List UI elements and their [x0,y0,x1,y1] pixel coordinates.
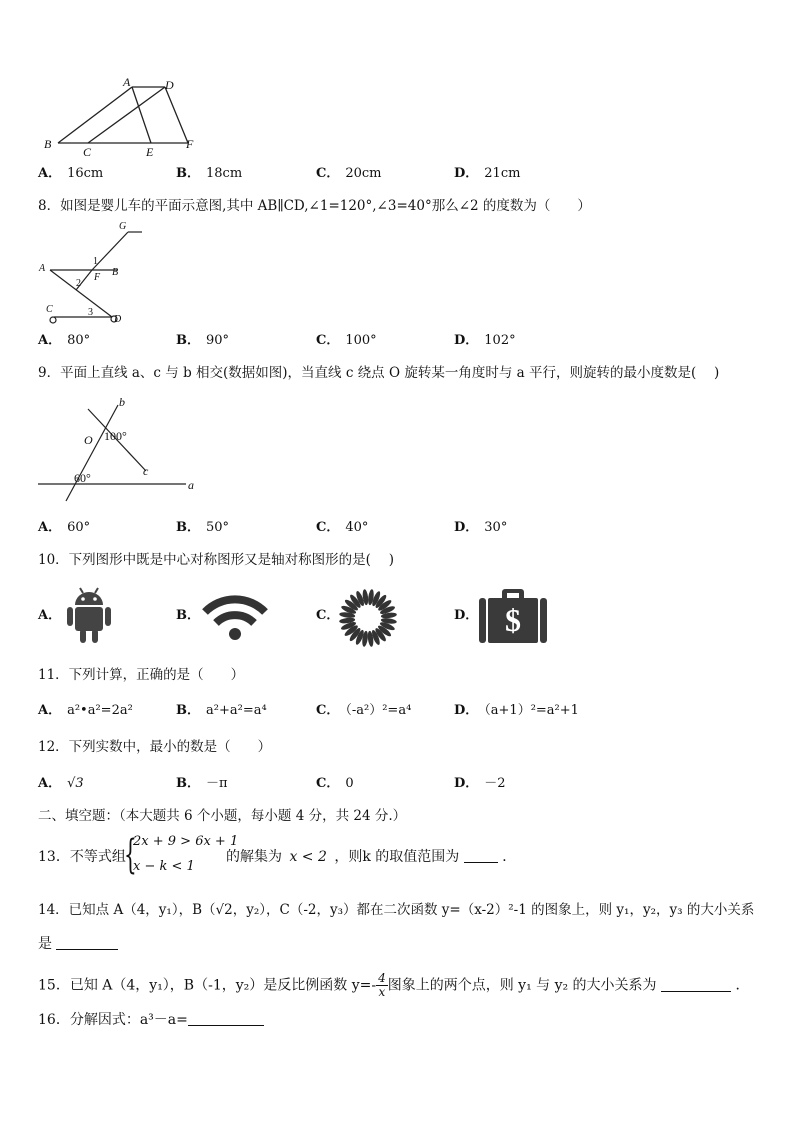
q9-option-a[interactable]: A． 60° [38,520,91,535]
q9-label-O: O [84,433,93,447]
q16-answer-blank[interactable] [188,1011,264,1026]
q7-segment-BA [58,87,132,143]
q11-stem: 11．下列计算，正确的是（ ） [38,667,245,683]
q9-label-60: 60° [74,471,91,485]
q11-option-d[interactable]: D． （a+1）²=a²+1 [454,703,579,718]
q12-option-d[interactable]: D． －2 [454,776,506,791]
q7-segment-DF [165,87,188,143]
q9-label-c: c [143,464,149,478]
q10-option-d[interactable]: D． [454,608,479,623]
android-robot-icon [66,586,112,644]
q9-option-d[interactable]: D． 30° [454,520,508,535]
q9-label-b: b [119,395,125,409]
q11-option-b[interactable]: B． a²+a²=a⁴ [176,703,267,718]
q13-end: ． [502,849,517,865]
q13-condition: x < 2 [289,849,327,865]
q11-option-a[interactable]: A． a²•a²=2a² [38,703,133,718]
q8-option-b[interactable]: B． 90° [176,333,230,348]
q9-line-b [66,405,118,501]
q10-option-a[interactable]: A． [38,608,62,623]
q7-option-c[interactable]: C． 20cm [316,166,382,181]
q7-segment-CD [88,87,165,143]
q13-prefix: 13．不等式组 [38,849,126,865]
q15-frac-num: 4 [378,971,386,985]
q8-stroller-figure [36,218,146,328]
q8-option-a[interactable]: A． 80° [38,333,91,348]
q14-line-2 [38,935,118,953]
q13-middle-text [226,848,516,866]
q9-label-100: 100° [104,429,127,443]
q8-label-B: B [112,267,119,278]
q16-line [38,1011,264,1029]
q15-line [38,972,749,999]
q8-option-c[interactable]: C． 100° [316,333,377,348]
q10-option-b[interactable]: B． [176,608,200,623]
q7-option-d[interactable]: D． 21cm [454,166,521,181]
q8-stem: 8．如图是婴儿车的平面示意图,其中 AB∥CD,∠1=120°,∠3=40°那么∠2 的度数为（ ） [38,198,591,214]
q15-answer-blank[interactable] [661,977,731,992]
q10-stem: 10．下列图形中既是中心对称图形又是轴对称图形的是( ) [38,552,395,568]
wifi-icon [200,590,270,642]
q14-line-2-prefix: 是 [38,936,52,952]
q11-option-c[interactable]: C． （-a²）²=a⁴ [316,703,412,718]
q16-text: 16．分解因式：a³－a= [38,1012,188,1028]
q8-wheel-left [50,317,56,323]
q7-label-C: C [83,145,92,159]
q7-option-b[interactable]: B． 18cm [176,166,243,181]
q14-line-1: 14．已知点 A（4，y₁），B（√2，y₂），C（-2，y₃）都在二次函数 y=（x-2）²-1 的图象上，则 y₁，y₂，y₃ 的大小关系 [38,902,755,918]
q9-stem: 9．平面上直线 a、c 与 b 相交(数据如图)，当直线 c 绕点 O 旋转某一角度时与 a 平行，则旋转的最小度数是( ) [38,365,720,381]
q7-figure [40,76,210,162]
q8-label-3: 3 [88,307,93,318]
q15-prefix: 15．已知 A（4，y₁），B（-1，y₂）是反比例函数 y=- [38,977,377,994]
q12-option-a[interactable]: A． √3 [38,776,84,791]
q7-label-B: B [44,137,52,151]
q7-label-F: F [186,137,194,151]
q12-option-b[interactable]: B． －π [176,776,228,791]
q13-middle: 的解集为 [226,849,282,865]
q13-inequality-2: x − k < 1 [133,859,195,874]
q8-label-G: G [119,221,127,232]
q8-label-C: C [46,304,53,315]
svg-text:$: $ [505,602,521,638]
q7-option-a[interactable]: A． 16cm [38,166,104,181]
q9-option-c[interactable]: C． 40° [316,520,369,535]
q8-option-d[interactable]: D． 102° [454,333,516,348]
q12-stem: 12．下列实数中，最小的数是（ ） [38,739,272,755]
q7-segment-AE [132,87,151,143]
q8-label-D: D [114,314,122,325]
q15-suffix: 图象上的两个点，则 y₁ 与 y₂ 的大小关系为 [387,977,657,994]
q15-fraction [376,972,388,999]
q7-label-A: A [123,76,131,89]
section-2-heading: 二、填空题：（本大题共 6 个小题，每小题 4 分，共 24 分.） [38,808,407,824]
q10-option-c[interactable]: C． [316,608,340,623]
q9-lines-figure [36,393,216,503]
q15-end: ． [735,977,750,994]
q13-system-brace: { [124,832,137,878]
q13-inequality-1: 2x + 9 > 6x + 1 [133,834,239,849]
q7-label-E: E [146,145,154,159]
sunburst-ring-icon [338,588,398,648]
q8-label-F: F [94,272,101,283]
q8-line-A-D [50,270,112,317]
q8-label-1: 1 [93,256,98,267]
dollar-briefcase-icon [478,588,548,644]
q14-answer-blank[interactable] [56,935,118,950]
q7-label-D: D [165,78,174,92]
q15-frac-den: x [378,985,386,999]
q8-label-2: 2 [76,278,81,289]
q13-answer-blank[interactable] [464,848,498,863]
q13-suffix: ，则k 的取值范围为 [334,849,460,865]
q9-label-a: a [188,478,194,492]
q12-option-c[interactable]: C． 0 [316,776,354,791]
q9-option-b[interactable]: B． 50° [176,520,230,535]
q8-label-A: A [39,263,46,274]
